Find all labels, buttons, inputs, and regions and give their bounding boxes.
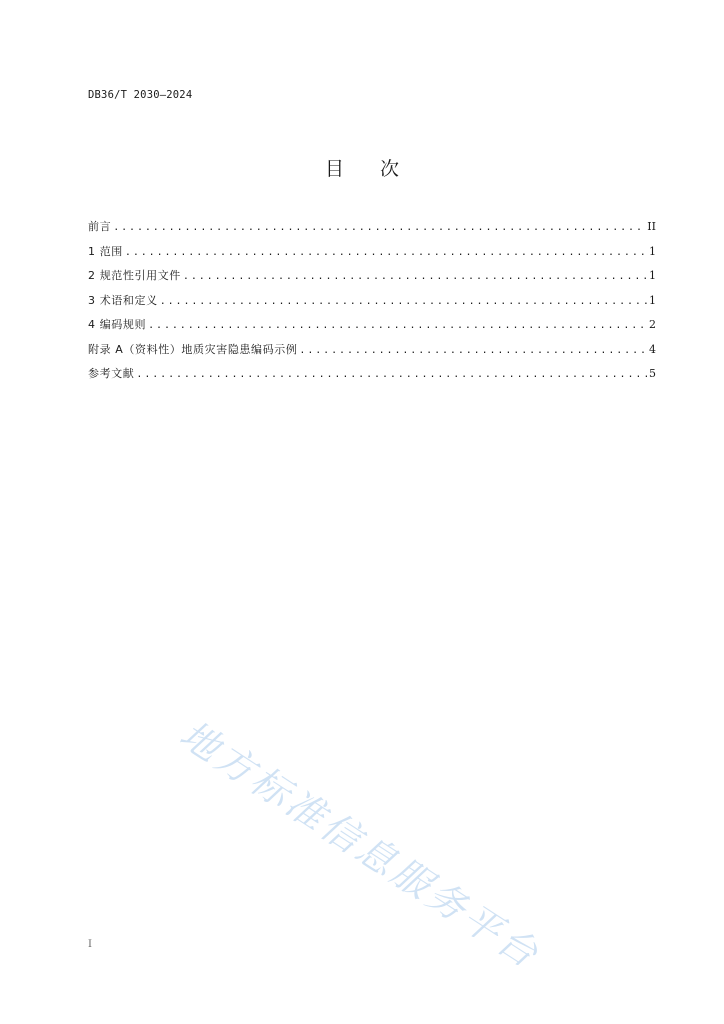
toc-entry-page: II bbox=[647, 220, 656, 233]
toc-leader-dots bbox=[183, 271, 647, 282]
toc-entry-page: 1 bbox=[649, 269, 656, 282]
toc-entry-page: 1 bbox=[649, 293, 656, 307]
toc-entry-bibliography[interactable] bbox=[88, 365, 656, 390]
toc-entry-page: 5 bbox=[649, 367, 656, 380]
toc-entry-normative-references[interactable] bbox=[88, 267, 656, 292]
toc-leader-dots bbox=[125, 247, 647, 258]
document-code: DB36/T 2030—2024 bbox=[88, 89, 193, 101]
toc-entry-label: 3 术语和定义 bbox=[88, 293, 158, 307]
toc-entry-label: 参考文献 bbox=[88, 367, 135, 380]
toc-title-char-1: 目 bbox=[324, 158, 344, 180]
toc-leader-dots bbox=[148, 320, 647, 331]
toc-entry-label: 2 规范性引用文件 bbox=[88, 269, 181, 282]
toc-entry-coding-rules[interactable] bbox=[88, 316, 656, 341]
toc-leader-dots bbox=[113, 222, 645, 233]
toc-title bbox=[0, 154, 724, 181]
toc-entry-label: 附录 A（资料性）地质灾害隐患编码示例 bbox=[88, 342, 298, 356]
toc-leader-dots bbox=[136, 369, 647, 380]
toc-entry-label: 1 范围 bbox=[88, 244, 123, 258]
page-number: I bbox=[88, 939, 92, 950]
toc-entry-page: 2 bbox=[649, 318, 656, 331]
toc-entry-label: 4 编码规则 bbox=[88, 318, 147, 331]
table-of-contents bbox=[88, 218, 656, 390]
toc-entry-scope[interactable] bbox=[88, 243, 656, 268]
toc-entry-terms-definitions[interactable] bbox=[88, 292, 656, 317]
toc-entry-label: 前言 bbox=[88, 220, 112, 233]
toc-entry-foreword[interactable] bbox=[88, 218, 656, 243]
toc-title-char-2: 次 bbox=[380, 158, 400, 180]
toc-entry-page: 1 bbox=[649, 244, 656, 258]
toc-leader-dots bbox=[160, 296, 647, 307]
watermark-text: 地方标准信息服务平台 bbox=[172, 711, 549, 978]
toc-entry-page: 4 bbox=[649, 342, 656, 356]
toc-entry-appendix-a[interactable] bbox=[88, 341, 656, 366]
toc-leader-dots bbox=[299, 345, 647, 356]
